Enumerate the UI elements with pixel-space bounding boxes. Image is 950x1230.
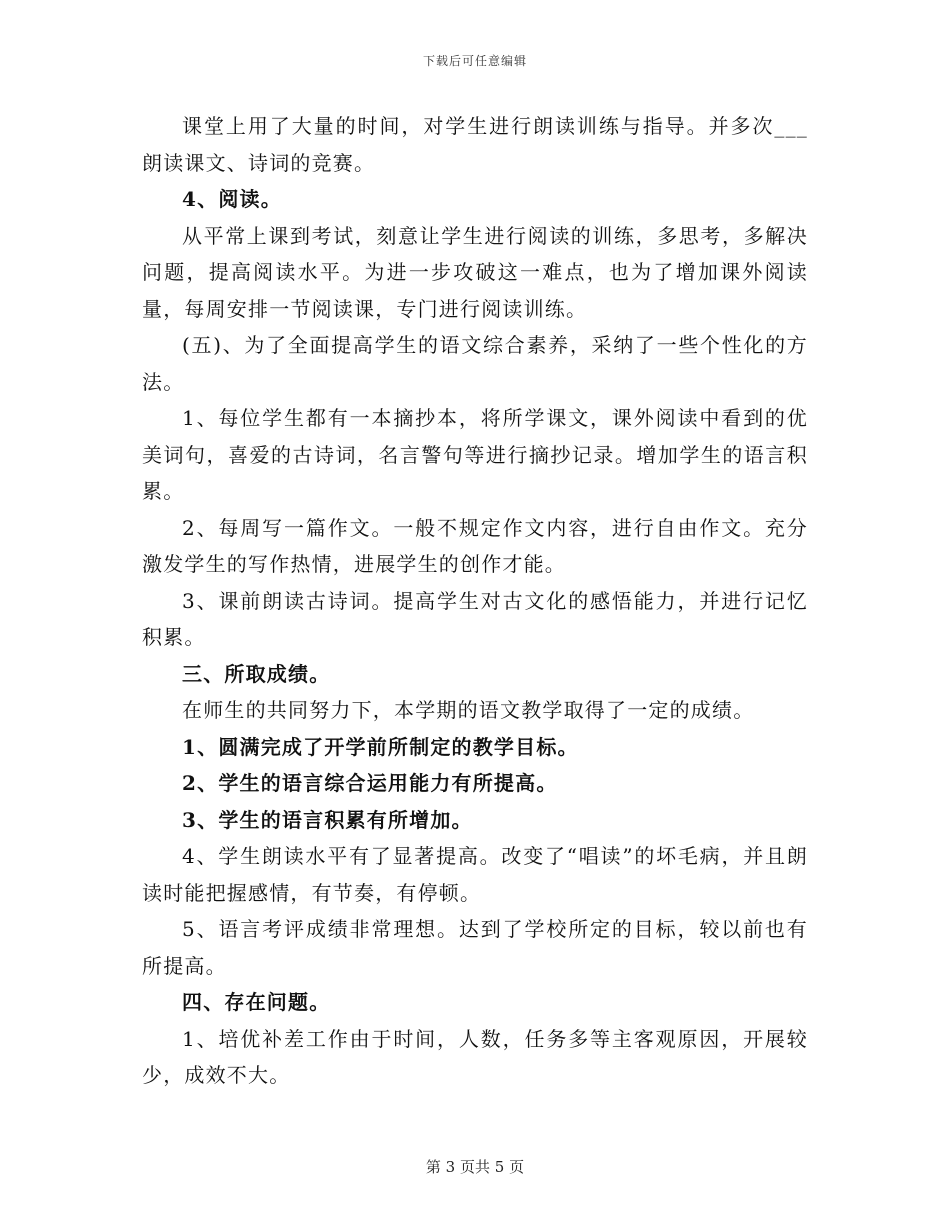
list-item: 5、语言考评成绩非常理想。达到了学校所定的目标，较以前也有所提高。 <box>142 917 808 978</box>
paragraph: 课堂上用了大量的时间，对学生进行朗读训练与指导。并多次___朗读课文、诗词的竞赛。 <box>142 114 808 175</box>
list-item: 4、学生朗读水平有了显著提高。改变了“唱读”的坏毛病，并且朗读时能把握感情，有节奏，有停顿。 <box>142 844 808 905</box>
section-heading: 四、存在问题。 <box>182 990 331 1014</box>
list-item: 3、学生的语言积累有所增加。 <box>182 807 473 832</box>
section-heading: 三、所取成绩。 <box>182 661 331 686</box>
page-header: 下载后可任意编辑 <box>422 54 527 68</box>
paragraph: 从平常上课到考试，刻意让学生进行阅读的训练，多思考，多解决问题，提高阅读水平。为进一步攻破这一难点，也为了增加课外阅读量，每周安排一节阅读课，专门进行阅读训练。 <box>142 223 808 321</box>
list-item: 1、每位学生都有一本摘抄本，将所学课文，课外阅读中看到的优美词句，喜爱的古诗词，名言警句等进行摘抄记录。增加学生的语言积累。 <box>142 406 808 503</box>
paragraph: (五)、为了全面提高学生的语文综合素养，采纳了一些个性化的方法。 <box>142 333 808 394</box>
paragraph: 在师生的共同努力下，本学期的语文教学取得了一定的成绩。 <box>182 698 755 722</box>
document-body <box>142 108 808 1094</box>
list-item: 1、圆满完成了开学前所制定的教学目标。 <box>182 734 579 759</box>
page-number: 第 3 页共 5 页 <box>425 1158 525 1176</box>
section-heading: 4、阅读。 <box>182 187 282 211</box>
list-item: 1、培优补差工作由于时间，人数，任务多等主客观原因，开展较少，成效不大。 <box>142 1026 808 1087</box>
list-item: 3、课前朗读古诗词。提高学生对古文化的感悟能力，并进行记忆积累。 <box>142 588 808 649</box>
list-item: 2、每周写一篇作文。一般不规定作文内容，进行自由作文。充分激发学生的写作热情，进展学生的创作才能。 <box>142 515 808 576</box>
list-item: 2、学生的语言综合运用能力有所提高。 <box>182 771 558 795</box>
